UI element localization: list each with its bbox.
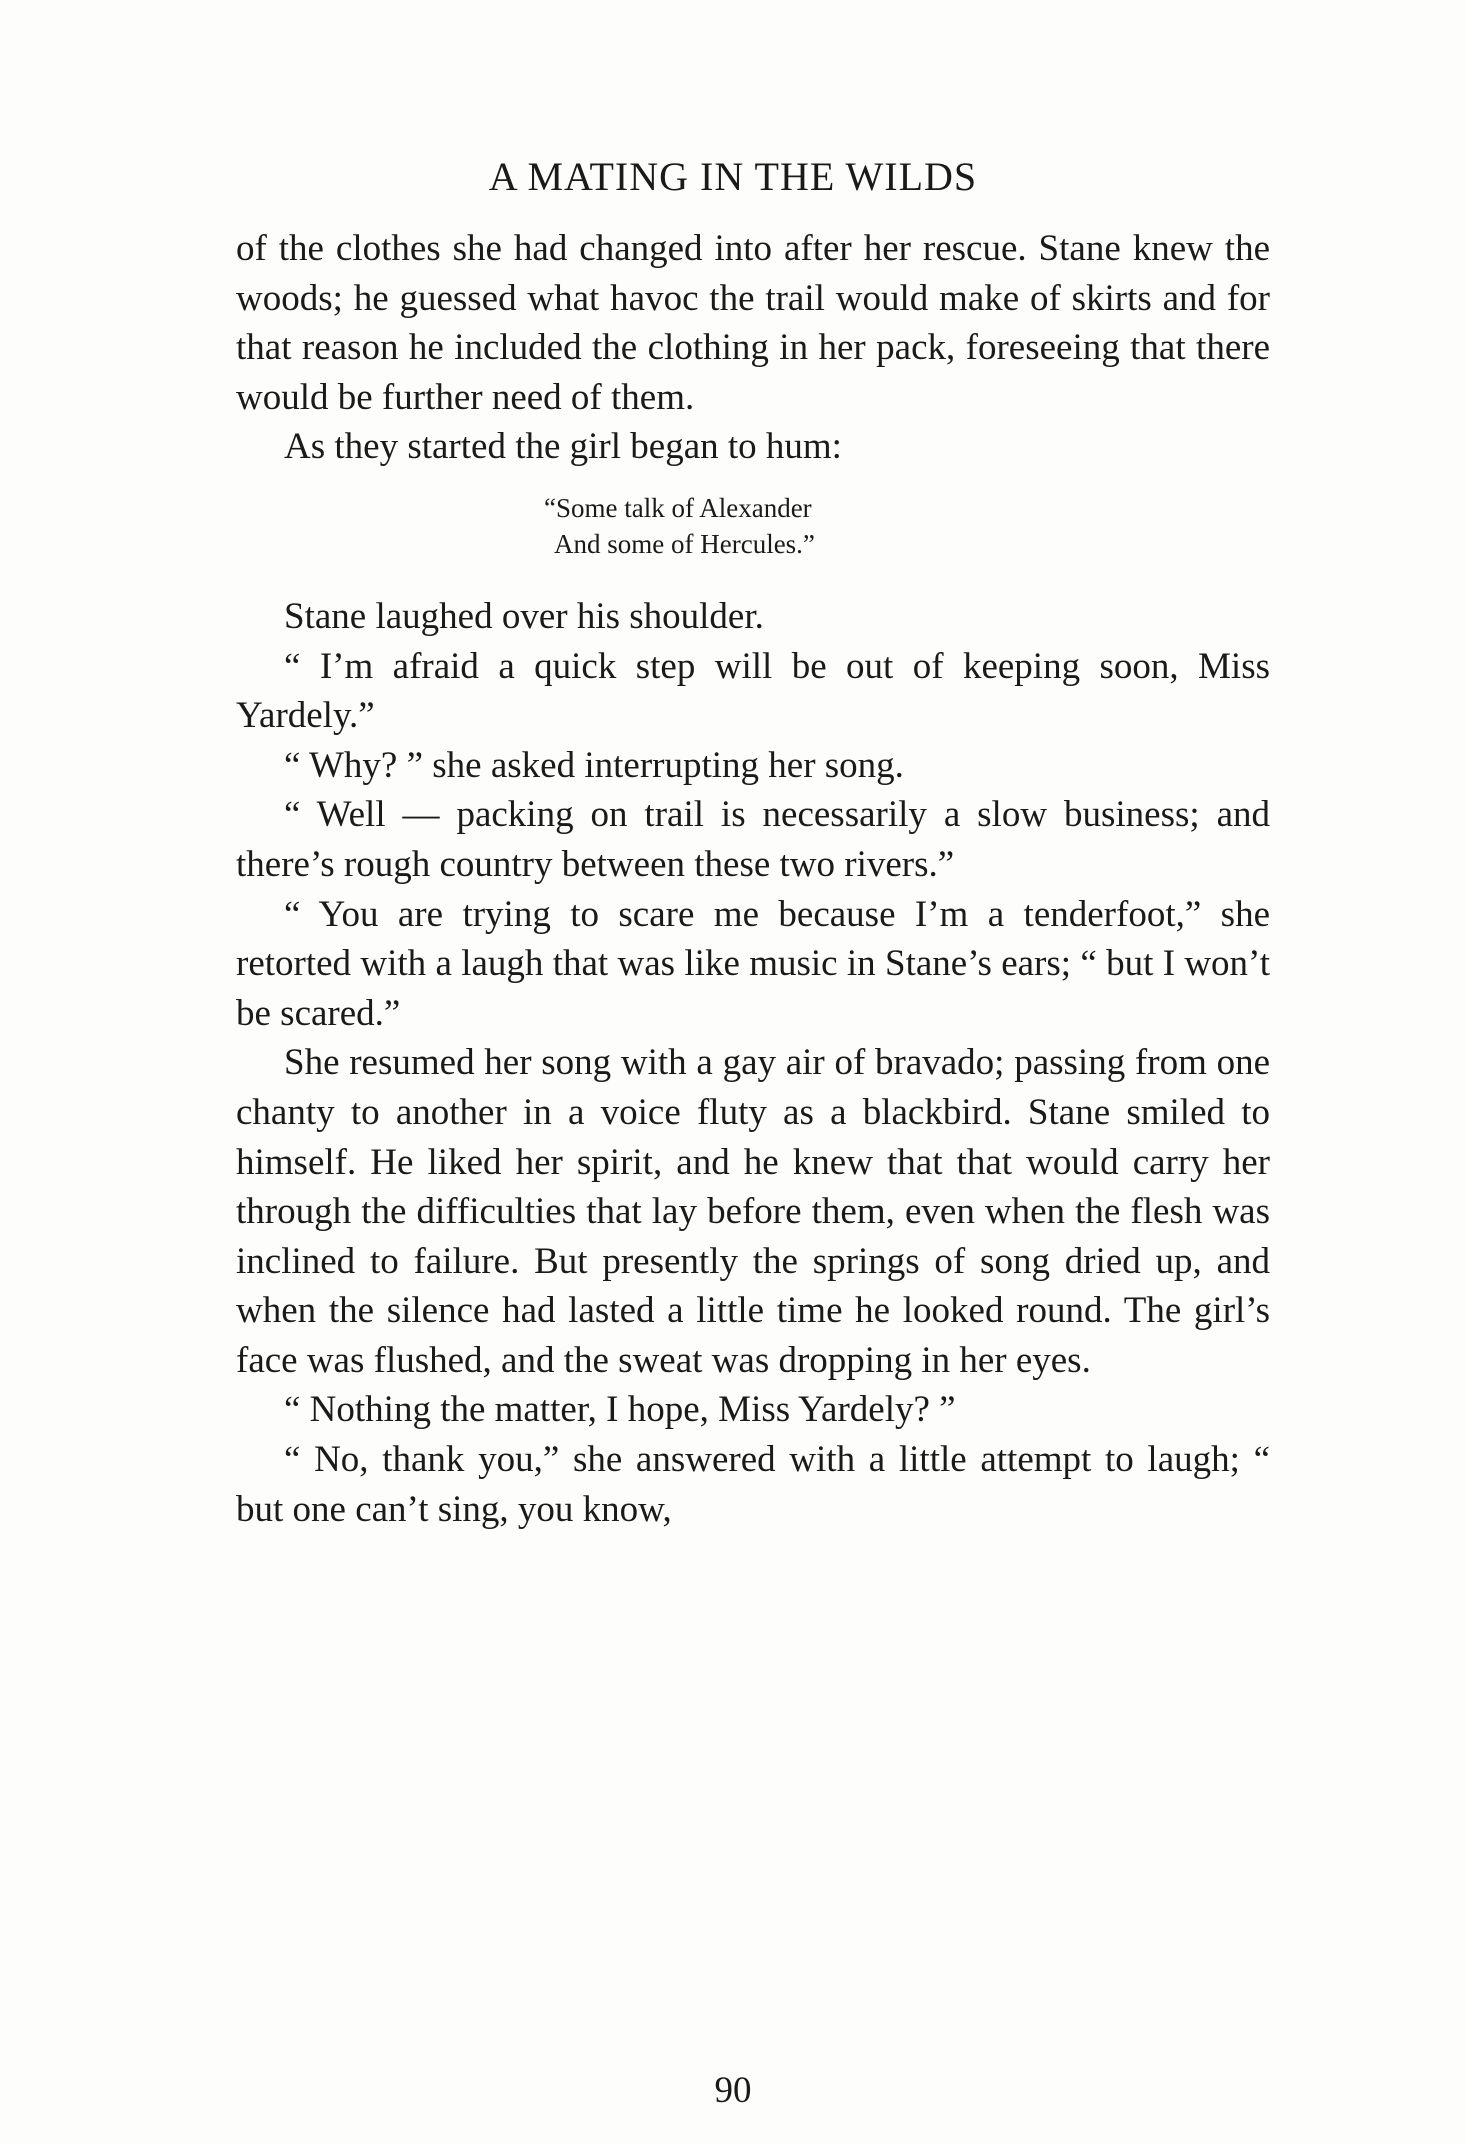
paragraph: As they started the girl began to hum: [284, 426, 842, 468]
paragraph: “ Well — packing on trail is necessarily a slow business; and there’s rough country between these two rivers.” [236, 794, 1270, 885]
paragraph: “ Why? ” she asked interrupting her song. [284, 744, 904, 786]
verse-line: And some of Hercules.” [554, 528, 815, 559]
running-head: A MATING IN THE WILDS [488, 154, 978, 199]
page-number: 90 [714, 2070, 752, 2111]
body-text [236, 224, 1270, 1534]
paragraph: She resumed her song with a gay air of bravado; passing from one chanty to another in a voice fluty as a blackbird. Stane smiled to himself. He liked her spirit, and he knew that that would carry her through the difficulties that lay before them, even when the flesh was inclined to failure. But presently the springs of song dried up, and when the silence had lasted a little time he looked round. The girl’s face was flushed, and the sweat was dropping in her eyes. [236, 1042, 1270, 1381]
verse-quotation [236, 490, 1270, 562]
paragraph: Stane laughed over his shoulder. [284, 595, 764, 637]
paragraph: “ Nothing the matter, I hope, Miss Yardely? ” [284, 1389, 956, 1431]
paragraph: “ You are trying to scare me because I’m a tenderfoot,” she retorted with a laugh that was like music in Stane’s ears; “ but I won’t be scared.” [236, 893, 1270, 1034]
paragraph: “ No, thank you,” she answered with a little attempt to laugh; “ but one can’t sing, you know, [236, 1439, 1270, 1530]
verse-line: “Some talk of Alexander [544, 492, 812, 523]
paragraph: “ I’m afraid a quick step will be out of keeping soon, Miss Yardely.” [236, 645, 1270, 737]
paragraph: of the clothes she had changed into after her rescue. Stane knew the woods; he guessed what havoc the trail would make of skirts and for that reason he included the clothing in her pack, foreseeing that there would be further need of them. [236, 228, 1270, 418]
